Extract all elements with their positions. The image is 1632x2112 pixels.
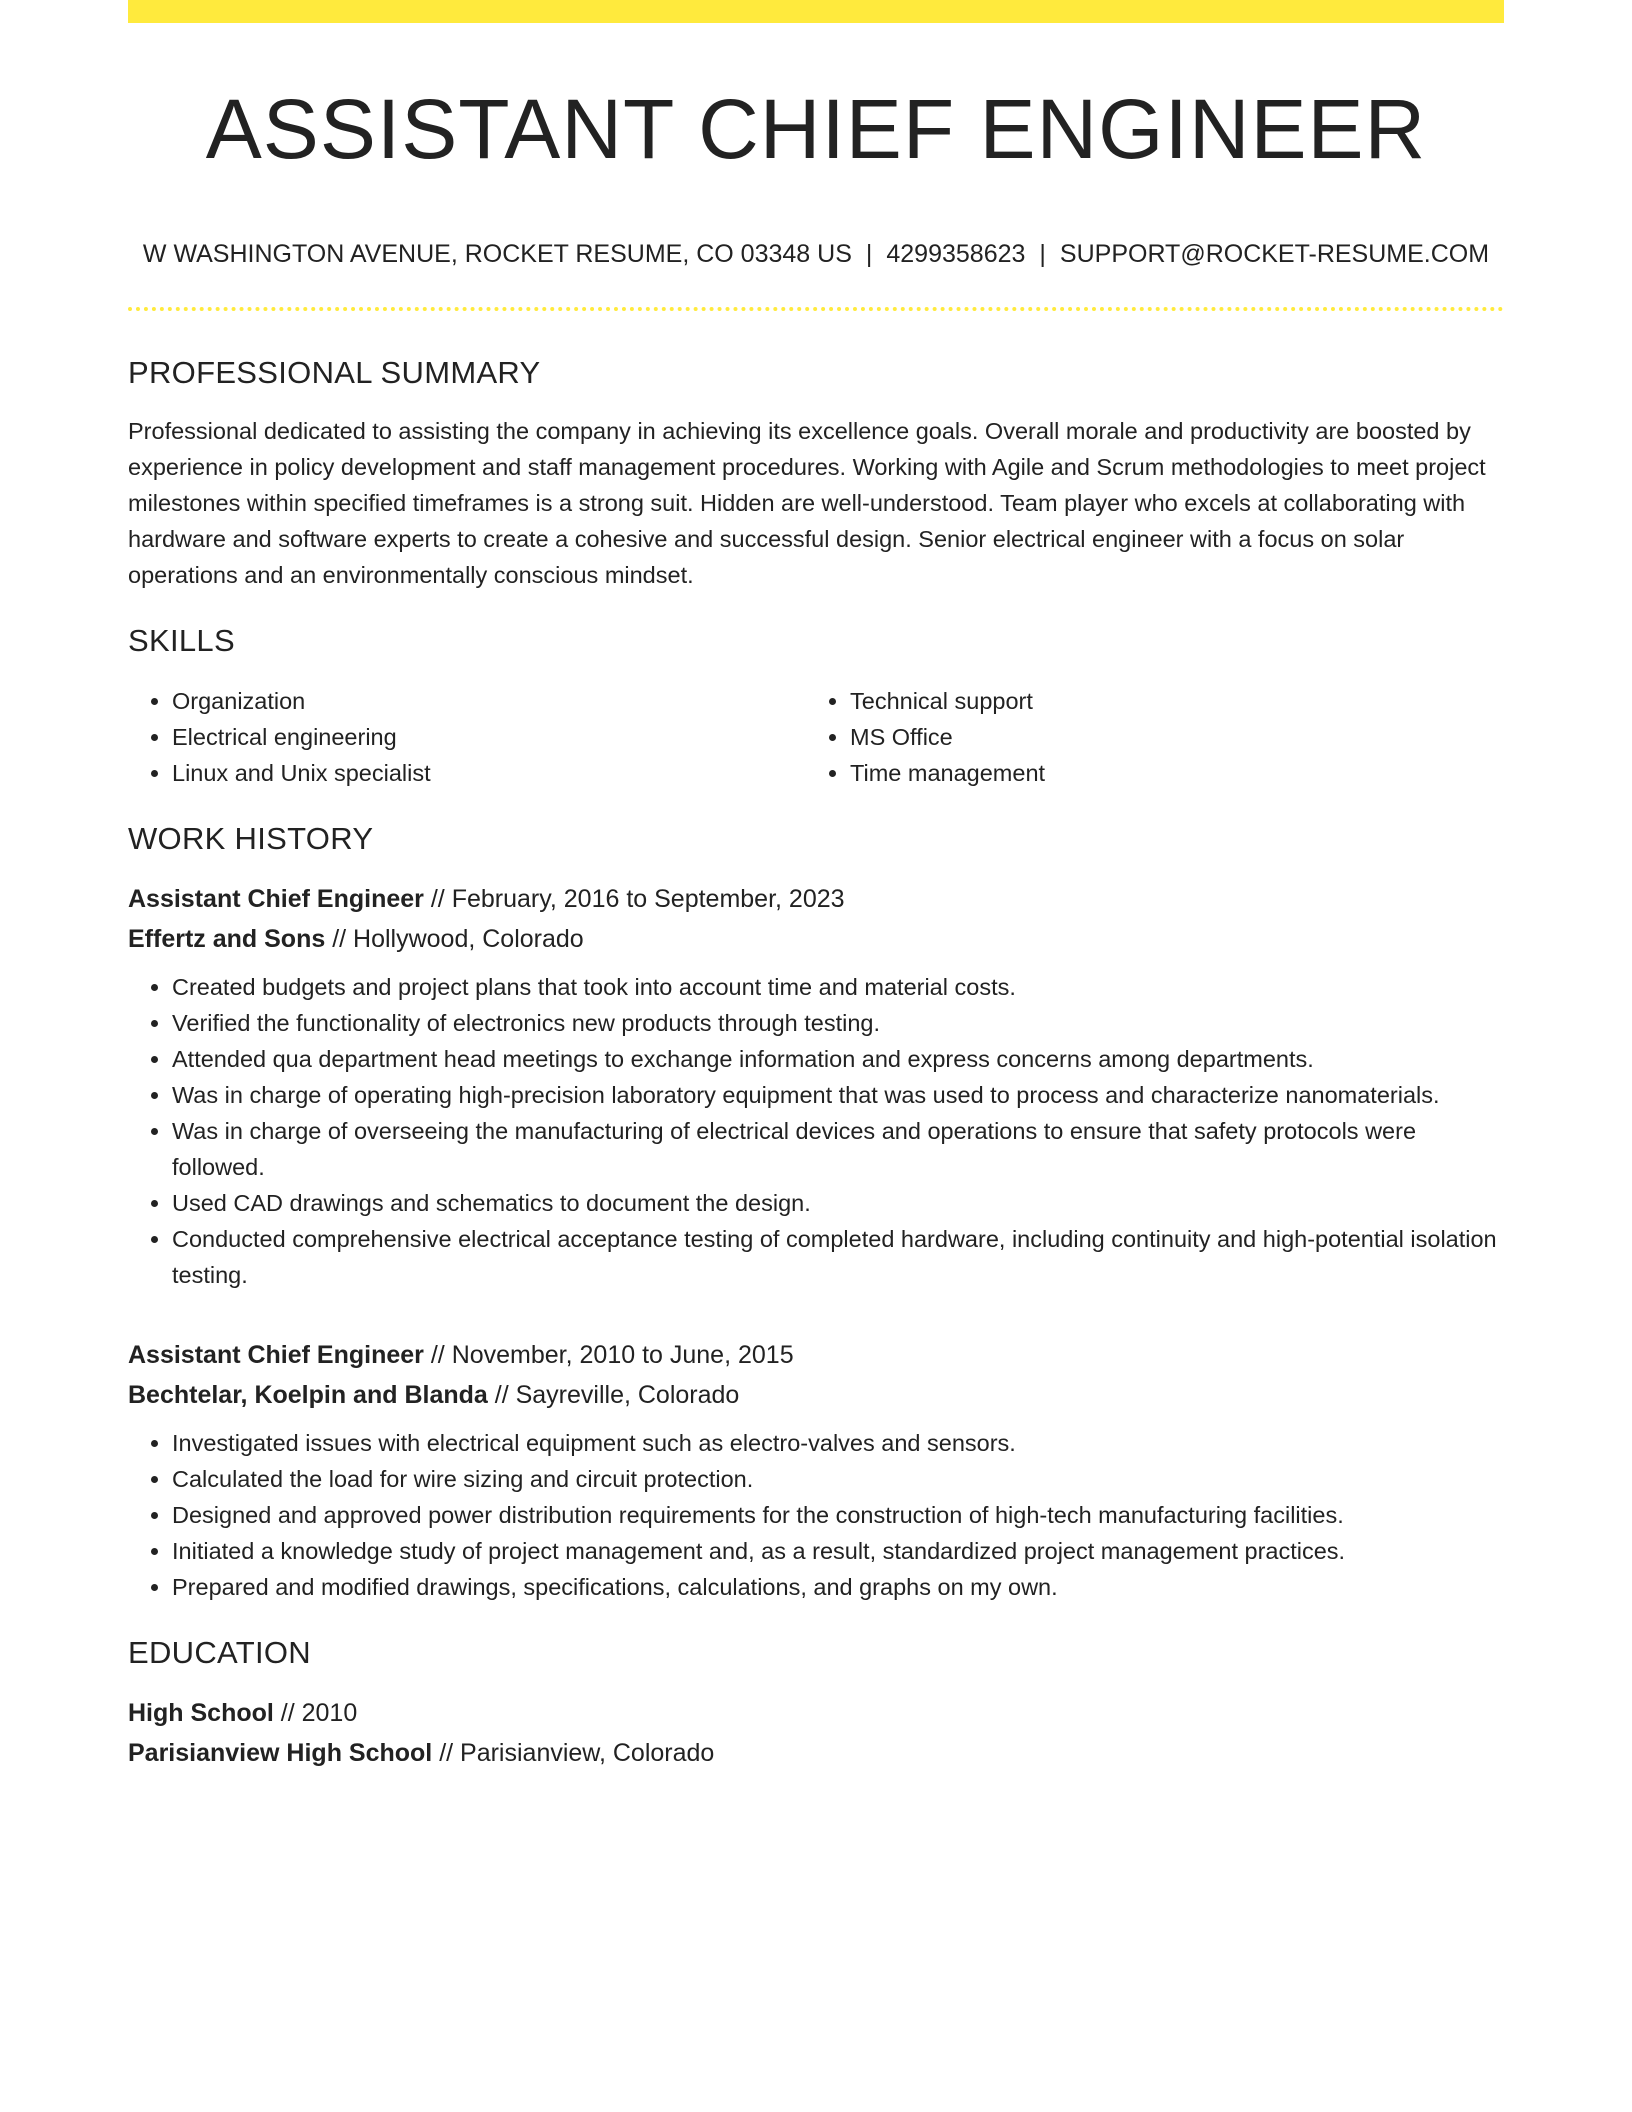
education-year: // 2010 (273, 1699, 358, 1728)
contact-separator: | (1039, 240, 1046, 269)
job-bullet: • Calculated the load for wire sizing and circuit protection. (172, 1461, 1504, 1497)
skills-list (128, 683, 1504, 791)
job-dates: // February, 2016 to September, 2023 (423, 885, 845, 914)
education-school: Parisianview High School (128, 1739, 433, 1768)
skills-heading: SKILLS (128, 623, 235, 659)
skill-item: • Technical support (850, 683, 1484, 719)
skill-item: • MS Office (850, 719, 1484, 755)
job-location: // Sayreville, Colorado (487, 1381, 740, 1410)
education-degree: High School (128, 1699, 274, 1728)
dotted-divider (128, 307, 1504, 311)
job-entry (128, 1335, 1504, 1605)
education-degree-line (128, 1693, 1504, 1733)
job-bullet: • Was in charge of operating high-precision laboratory equipment that was used to process and characterize nanomaterials. (172, 1077, 1504, 1113)
job-bullets (128, 969, 1504, 1293)
job-dates: // November, 2010 to June, 2015 (423, 1341, 794, 1370)
education-entry (128, 1693, 1504, 1773)
resume-name-title: ASSISTANT CHIEF ENGINEER (205, 82, 1427, 176)
job-bullet: • Created budgets and project plans that took into account time and material costs. (172, 969, 1504, 1005)
accent-top-bar (128, 0, 1504, 23)
job-role: Assistant Chief Engineer (128, 885, 424, 914)
job-bullets (128, 1425, 1504, 1605)
job-bullet: • Was in charge of overseeing the manufacturing of electrical devices and operations to ensure that safety protocols were followed. (172, 1113, 1504, 1185)
job-bullet: • Prepared and modified drawings, specifications, calculations, and graphs on my own. (172, 1569, 1504, 1605)
job-bullet: • Verified the functionality of electronics new products through testing. (172, 1005, 1504, 1041)
summary-text: Professional dedicated to assisting the company in achieving its excellence goals. Overall morale and productivity are boosted by experience in policy development and staff management procedures. Working with Agile and Scrum methodologies to meet project milestones within specified timeframes is a strong suit. Hidden are well-understood. Team player who excels at collaborating with hardware and software experts to create a cohesive and successful design. Senior electrical engineer with a focus on solar operations and an environmentally conscious mindset. (128, 418, 1486, 589)
summary-heading: PROFESSIONAL SUMMARY (128, 355, 541, 391)
contact-separator: | (865, 240, 873, 269)
contact-email: SUPPORT@ROCKET-RESUME.COM (1059, 240, 1490, 269)
skill-item: • Linux and Unix specialist (172, 755, 806, 791)
skill-item: • Electrical engineering (172, 719, 806, 755)
work-history-heading: WORK HISTORY (128, 821, 374, 857)
job-entry (128, 879, 1504, 1293)
skill-item: • Time management (850, 755, 1484, 791)
skills-column-right (806, 683, 1484, 791)
job-bullet: • Designed and approved power distribution requirements for the construction of high-tech manufacturing facilities. (172, 1497, 1504, 1533)
job-role: Assistant Chief Engineer (128, 1341, 424, 1370)
job-bullet: • Initiated a knowledge study of project management and, as a result, standardized project management practices. (172, 1533, 1504, 1569)
contact-line (128, 239, 1504, 269)
resume-page (128, 0, 1504, 1773)
skills-column-left (128, 683, 806, 791)
education-school-line (128, 1733, 1504, 1773)
job-company: Effertz and Sons (128, 925, 326, 954)
job-company-line (128, 1375, 1504, 1415)
job-title-line (128, 879, 1504, 919)
job-bullet: • Conducted comprehensive electrical acceptance testing of completed hardware, including continuity and high-potential isolation testing. (172, 1221, 1504, 1293)
job-bullet: • Used CAD drawings and schematics to document the design. (172, 1185, 1504, 1221)
skill-item: • Organization (172, 683, 806, 719)
job-bullet: • Investigated issues with electrical equipment such as electro-valves and sensors. (172, 1425, 1504, 1461)
job-title-line (128, 1335, 1504, 1375)
job-location: // Hollywood, Colorado (325, 925, 584, 954)
job-company-line (128, 919, 1504, 959)
contact-phone: 4299358623 (886, 240, 1026, 269)
education-heading: EDUCATION (128, 1635, 311, 1671)
job-company: Bechtelar, Koelpin and Blanda (128, 1381, 488, 1410)
job-bullet: • Attended qua department head meetings to exchange information and express concerns among departments. (172, 1041, 1504, 1077)
contact-address: W WASHINGTON AVENUE, ROCKET RESUME, CO 03348 US (142, 240, 852, 269)
education-location: // Parisianview, Colorado (432, 1739, 715, 1768)
